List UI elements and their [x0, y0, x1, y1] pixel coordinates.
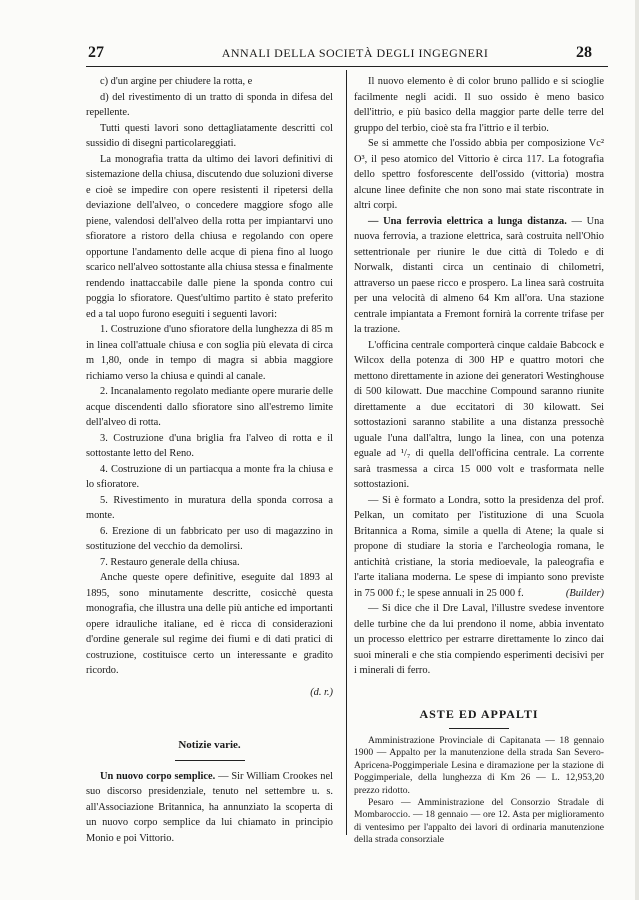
aste-rule — [449, 728, 509, 729]
paragraph-officina: L'officina centrale comporterà cinque caldaie Babcock e Wilcox della potenza di 300 HP e quattro motori che mettono direttamente in azione dei generatori Westinghouse di 500 kilowatt. Due macchine Compound saranno riunite direttamente a due eccitatori di 30 kilowatt. Sei sottostazioni saranno stabilite a una distanza pressochè uguale l'una dall'altra, lungo la linea, con una potenza eguale ad ¹/₇ di quella dell'officina centrale. La corrente sarà trasmessa a circa 15 000 volt e trasformata nelle sottostazioni. — [354, 339, 604, 490]
intro-item-c: c) d'un argine per chiudere la rotta, e — [100, 76, 253, 87]
ferrovia-title: — Una ferrovia elettrica a lunga distanza. — [368, 215, 567, 227]
page-number-left: 27 — [88, 44, 104, 61]
news-title: Un nuovo corpo semplice. — [100, 770, 216, 782]
ferrovia-text: — Una nuova ferrovia, a trazione elettrica, sarà costruita nell'Ohio settentrionale per riunire le due città di Toledo e di Norwalk, distanti circa un centinaio di chilometri, attraverso un paese ricco e prospero. La linea sarà costruita per una velocità di almeno 64 Km all'ora. Una stazione centrale impiantata a Fremont fornirà la corrente trifase per la trazione. — [354, 215, 604, 335]
right-column — [354, 74, 604, 847]
londra-text: — Si è formato a Londra, sotto la presidenza del prof. Pelkan, un comitato per l'istituzione di una Scuola Britannica a Roma, simile a quella di Atene; la quale si propone di studiare la storia e l'archeologia romana, le antichità cristiane, la storia medioevale, la paleografia e l'arte italiana moderna. Le spese di impianto sono previste in 75 000 f.; le spese annuali in 25 000 f. — [354, 494, 604, 599]
header-rule — [86, 66, 608, 67]
news-text: — Sir William Crookes nel suo discorso presidenziale, tenuto nel settembre u. s. all'Associazione Britannica, ha annunziato la scoperta di un nuovo corpo semplice da lui chiamato in principio Monio e poi Vittorio. — [86, 770, 333, 844]
aste-item-2: Pesaro — Amministrazione del Consorzio Stradale di Mombaroccio. — 18 gennaio — ore 12. Asta per miglioramento di ventesimo per l'appalto dei lavori di ordinaria manutenzione della strada consorziale — [354, 797, 604, 846]
paragraph-anche: Anche queste opere definitive, eseguite dal 1893 al 1895, sono minutamente descritte, cosicchè questa monografia, che illustra una delle più antiche ed importanti opere idrauliche italiane, ed è ricca di considerazioni d'ordine generale sul regime dei fiumi e di dati pratici di costruzione, costituisce certo un interessante e gradito ricordo. — [86, 572, 333, 676]
column-divider — [346, 70, 347, 835]
paragraph-monografia: La monografia tratta da ultimo dei lavori definitivi di sistemazione della chiusa, discutendo due soluzioni diverse e cioè se impedire con opere resistenti il ripetersi della deviazione dell'alveo, o concedere maggiore sfogo alle piene, valendosi dell'alveo della rotta per impiantarvi uno sfioratore a ristoro della chiusa e regolando con opere opportune l'andamento delle acque di piena fino al luogo scarico nell'alveo sottostante alla chiusa stessa e finalmente rendendo inattaccabile dalle piene la sponda contro cui poggia lo sfioratore. Quest'ultimo partito è stato preferito ed a tal uopo furono eseguiti i seguenti lavori: — [86, 153, 333, 320]
paragraph-laval: — Si dice che il Dre Laval, l'illustre svedese inventore delle turbine che da lui prendono il nome, abbia inventato un processo elettrico per estrarre direttamente lo zinco dai suoi minerali e che stia compiendo esperimenti decisivi per i minerali di ferro. — [354, 603, 604, 676]
list-item-3: 3. Costruzione d'una briglia fra l'alveo di rotta e il sottostante letto del Reno. — [86, 432, 333, 459]
paragraph-descritti: Tutti questi lavori sono dettagliatamente descritti col sussidio di disegni particolareggiati. — [86, 122, 333, 149]
section-rule — [175, 760, 245, 761]
londra-source: (Builder) — [565, 587, 604, 599]
running-title: ANNALI DELLA SOCIETÀ DEGLI INGEGNERI — [221, 46, 489, 60]
list-item-7: 7. Restauro generale della chiusa. — [100, 556, 240, 568]
page-edge — [635, 0, 639, 900]
list-item-5: 5. Rivestimento in muratura della sponda corrosa a monte. — [86, 494, 333, 521]
signature: (d. r.) — [310, 686, 333, 698]
aste-item-1: Amministrazione Provinciale di Capitanata — 18 gennaio 1900 — Appalto per la manutenzione della strada San Severo-Apricena-Poggimperiale Lesina e diramazione per la stazione di Poggimperiale, della lunghezza di Km 26 — L. 12,953,20 prezzo ridotto. — [354, 735, 604, 796]
list-item-4: 4. Costruzione di un partiacqua a monte fra la chiusa e lo sfioratore. — [86, 463, 333, 490]
list-item-6: 6. Erezione di un fabbricato per uso di magazzino in sostituzione del vecchio da demolirsi. — [86, 525, 333, 552]
paragraph-londra — [354, 493, 604, 602]
section-title-notizie: Notizie varie. — [178, 739, 241, 751]
list-item-1: 1. Costruzione d'uno sfioratore della lunghezza di 85 m in linea coll'attuale chiusa e con soglia più elevata di circa m 1,80, onde in tempo di magra si abbia maggiore richiamo verso la chiusa e quindi al canale. — [86, 324, 333, 382]
news-item — [86, 769, 333, 847]
intro-item-d: d) del rivestimento di un tratto di sponda in difesa del repellente. — [86, 91, 333, 118]
page-number-right: 28 — [576, 44, 592, 61]
paragraph-ossido: Se si ammette che l'ossido abbia per composizione Vc² O³, il peso atomico del Vittorio è circa 117. La fotografia dello spettro fosforescente dell'ossido (vittoria) mostra alcune linee definite che non sono mai state riscontrate in altri corpi. — [354, 138, 604, 211]
ferrovia-item — [354, 214, 604, 338]
section-title-aste: ASTE ED APPALTI — [419, 706, 539, 721]
left-column — [86, 74, 333, 846]
list-item-2: 2. Incanalamento regolato mediante opere murarie delle acque discendenti dallo sfioratore sino all'estremo limite dell'alveo di rotta. — [86, 386, 333, 428]
paragraph-elemento: Il nuovo elemento è di color bruno pallido e si scioglie facilmente negli acidi. Il suo ossido è meno basico dell'ittrio, e più basico della maggior parte delle terre del gruppo del terbio, cioè sta fra l'ittrio e il terbio. — [354, 76, 604, 134]
running-header — [0, 40, 639, 64]
